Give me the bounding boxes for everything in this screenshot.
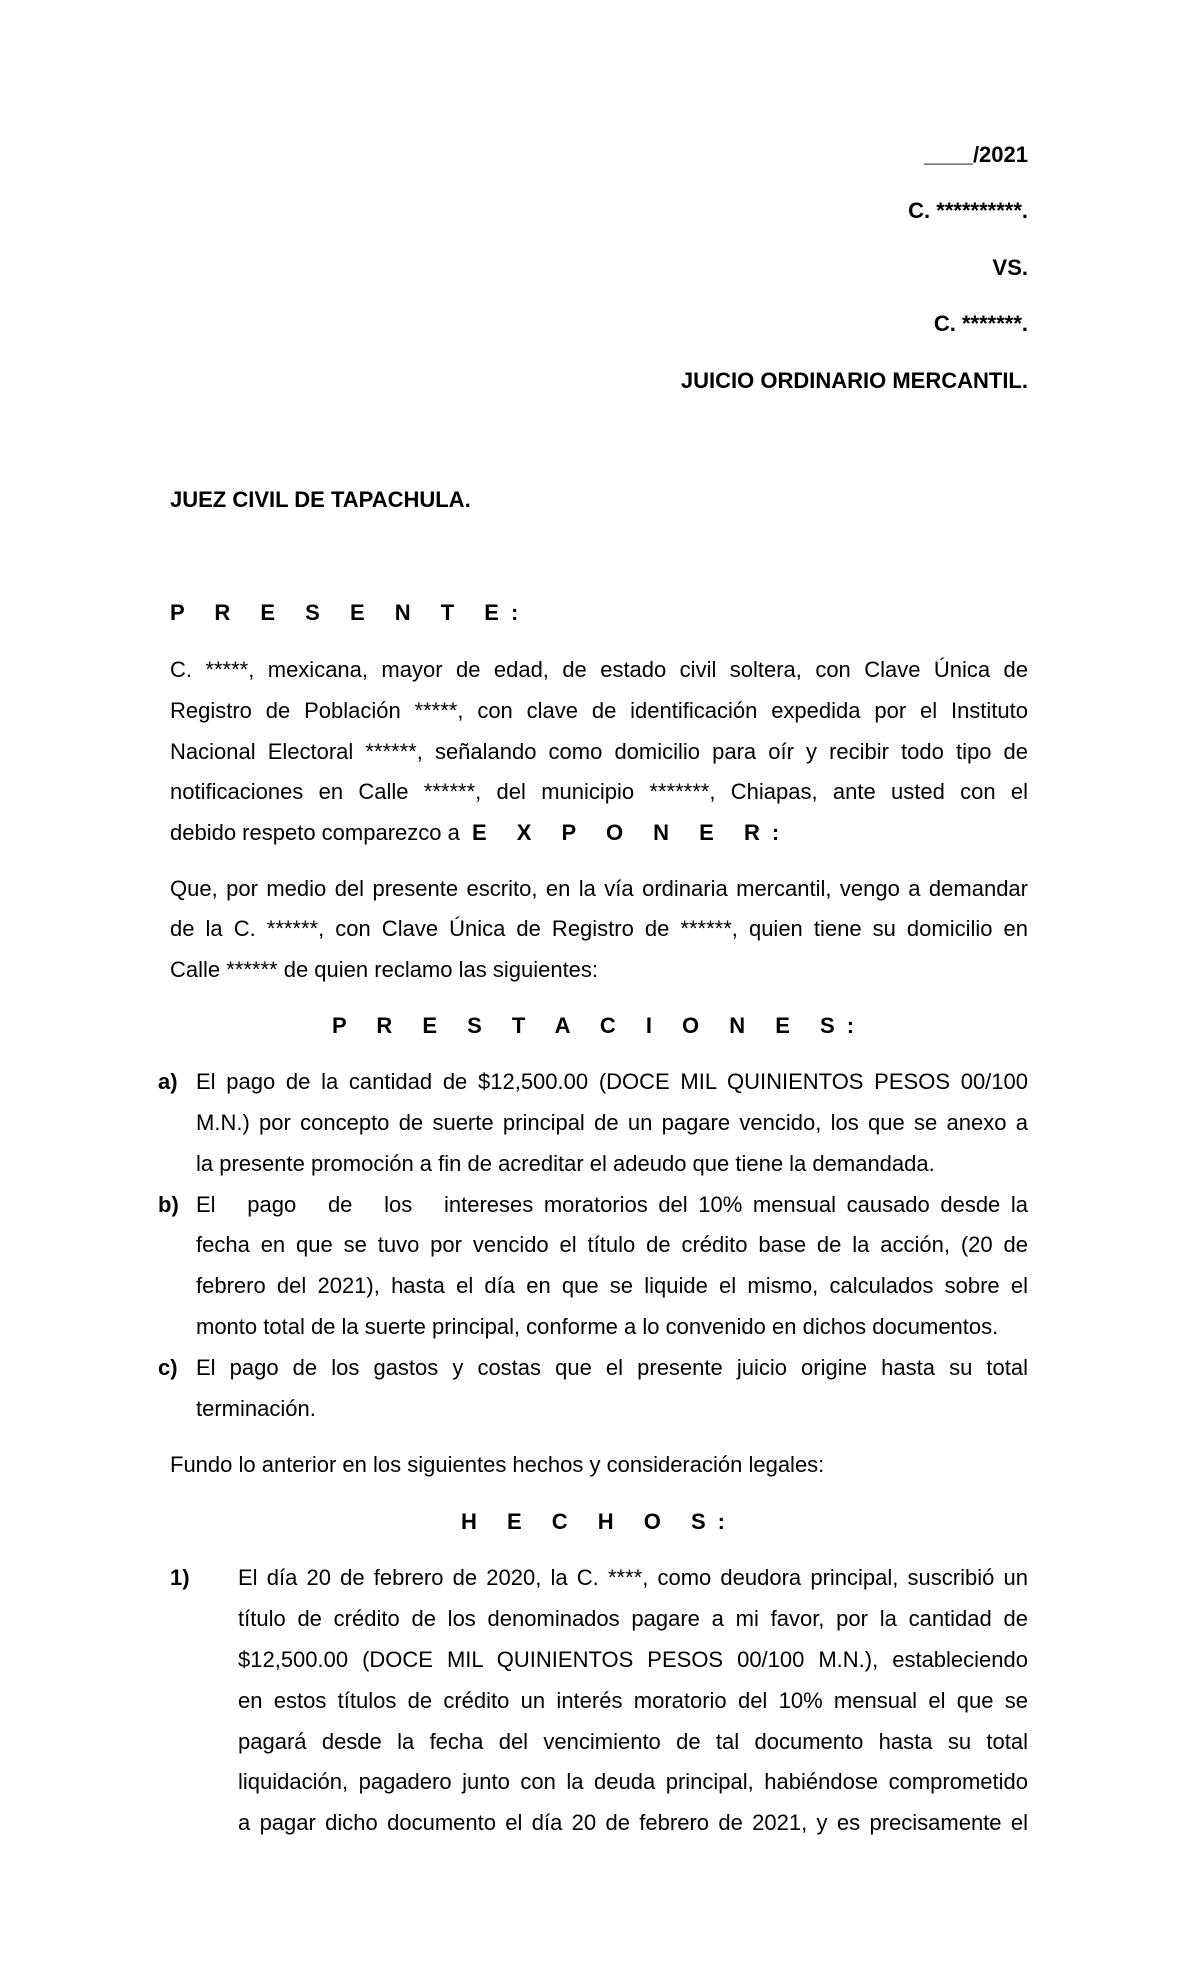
prestacion-a-label: a) [158,1069,178,1094]
demand-line: Que, por medio del presente escrito, en la vía ordinaria mercantil, vengo a demandar [170,876,1028,901]
presente-heading: P R E S E N T E: [170,600,531,625]
prestacion-c-line: terminación. [196,1396,316,1421]
prestacion-c-line: El pago de los gastos y costas que el presente juicio origine hasta su total [196,1355,1028,1380]
hecho-1-line: $12,500.00 (DOCE MIL QUINIENTOS PESOS 00/100 M.N.), estableciendo [238,1647,1028,1672]
versus-label: VS. [992,255,1028,280]
demand-line: de la C. ******, con Clave Única de Registro de ******, quien tiene su domicilio en [170,916,1028,941]
case-number: ____/2021 [924,142,1028,167]
defendant-name: C. *******. [933,311,1028,336]
prestacion-b-line: febrero del 2021), hasta el día en que se liquide el mismo, calculados sobre el [196,1273,1028,1298]
intro-line: Registro de Población *****, con clave de identificación expedida por el Instituto [170,698,1028,723]
prestacion-a-line: la presente promoción a fin de acreditar el adeudo que tiene la demandada. [196,1151,935,1176]
prestacion-c-label: c) [158,1355,178,1380]
hecho-1-line: en estos títulos de crédito un interés moratorio del 10% mensual el que se [238,1688,1028,1713]
hecho-1-line: El día 20 de febrero de 2020, la C. ****, como deudora principal, suscribió un [238,1565,1028,1590]
intro-last-text: debido respeto comparezco a [170,820,460,845]
fundamento-text: Fundo lo anterior en los siguientes hechos y consideración legales: [170,1452,825,1477]
prestacion-b-line: monto total de la suerte principal, conforme a lo convenido en dichos documentos. [196,1314,999,1339]
hecho-1-line: a pagar dicho documento el día 20 de febrero de 2021, y es precisamente el [238,1810,1028,1835]
intro-last-line [170,819,1028,847]
hechos-heading: H E C H O S: [460,1509,737,1534]
hecho-1-line: liquidación, pagadero junto con la deuda principal, habiéndose comprometido [238,1769,1028,1794]
intro-line: notificaciones en Calle ******, del municipio *******, Chiapas, ante usted con el [170,779,1028,804]
prestacion-b-label: b) [158,1192,179,1217]
prestacion-a-line: M.N.) por concepto de suerte principal de un pagare vencido, los que se anexo a [196,1110,1028,1135]
prestaciones-heading: P R E S T A C I O N E S: [331,1013,867,1038]
plaintiff-name: C. **********. [908,198,1028,223]
hecho-1-line: pagará desde la fecha del vencimiento de tal documento hasta su total [238,1729,1028,1754]
intro-line: Nacional Electoral ******, señalando como domicilio para oír y recibir todo tipo de [170,739,1028,764]
judge-addressee: JUEZ CIVIL DE TAPACHULA. [170,487,471,512]
intro-line: C. *****, mexicana, mayor de edad, de estado civil soltera, con Clave Única de [170,657,1028,682]
demand-line: Calle ****** de quien reclamo las siguientes: [170,957,599,982]
exponer-heading: E X P O N E R: [471,820,792,845]
hecho-1-line: título de crédito de los denominados pagare a mi favor, por la cantidad de [238,1606,1028,1631]
prestacion-a-line: El pago de la cantidad de $12,500.00 (DOCE MIL QUINIENTOS PESOS 00/100 [196,1069,1028,1094]
prestacion-b-line: El pago de los intereses moratorios del 10% mensual causado desde la [196,1192,1028,1217]
hecho-1-label: 1) [170,1565,190,1590]
prestacion-b-line: fecha en que se tuvo por vencido el título de crédito base de la acción, (20 de [196,1232,1028,1257]
trial-type: JUICIO ORDINARIO MERCANTIL. [680,368,1028,393]
